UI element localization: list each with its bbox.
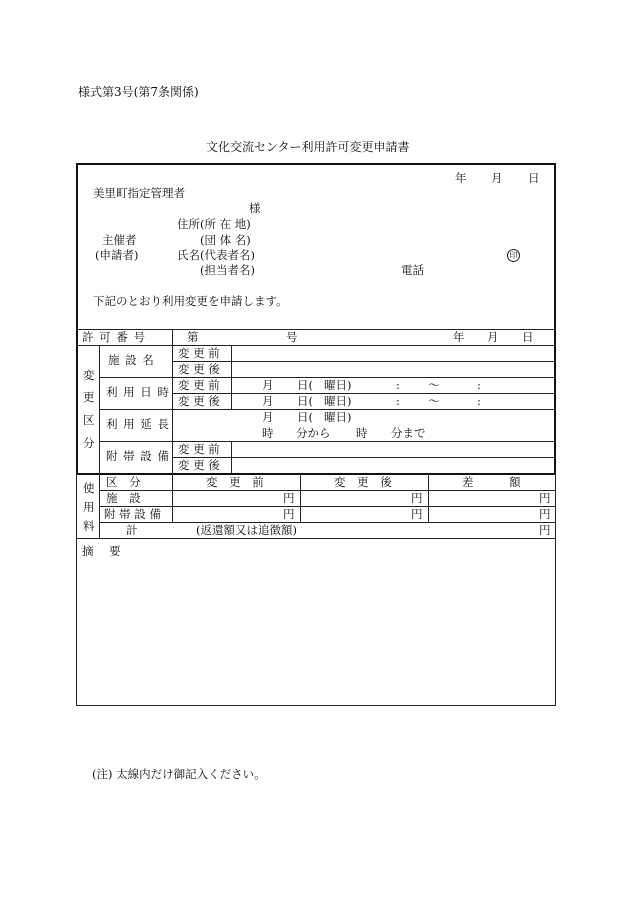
dt-before-tilde: 〜 xyxy=(428,378,440,392)
application-statement: 下記のとおり利用変更を申請します。 xyxy=(93,294,288,308)
seal-mark: 印 xyxy=(507,249,520,262)
dt-after-colon1: : xyxy=(396,394,400,408)
permit-year: 年 xyxy=(453,330,465,344)
dt-before-weekday: 曜日) xyxy=(324,378,352,392)
organizer-label: 主催者 xyxy=(102,233,137,247)
fee-facility-before-yen: 円 xyxy=(283,491,295,505)
usage-extension-label: 利 用 延 長 xyxy=(106,417,170,431)
ext-month: 月 xyxy=(262,410,274,424)
usage-datetime-label: 利 用 日 時 xyxy=(106,385,170,399)
dt-after-day: 日( xyxy=(297,394,313,408)
fee-total-note: (返還額又は追徴額) xyxy=(196,523,297,537)
ext-weekday: 曜日) xyxy=(324,410,352,424)
equipment-label: 附 帯 設 備 xyxy=(106,449,170,463)
equipment-after-label: 変 更 後 xyxy=(178,458,220,472)
fee-equipment-diff-yen: 円 xyxy=(539,507,551,521)
fee-col-after: 変 更 後 xyxy=(334,475,396,489)
form-reference: 様式第3号(第7条関係) xyxy=(78,85,199,99)
ext-minute-from: 分から xyxy=(296,426,331,440)
honorific: 様 xyxy=(249,201,261,215)
dt-before-colon2: : xyxy=(477,378,481,392)
fee-row-facility: 施 設 xyxy=(106,491,145,505)
fee-row-equipment: 附 帯 設 備 xyxy=(104,507,161,521)
permit-number-label: 許 可 番 号 xyxy=(82,330,146,344)
facility-after-label: 変 更 後 xyxy=(178,362,220,376)
permit-month: 月 xyxy=(487,330,499,344)
ext-minute-until: 分まで xyxy=(391,426,426,440)
ext-hour-until: 時 xyxy=(356,426,368,440)
ext-day: 日( xyxy=(297,410,313,424)
dt-before-colon1: : xyxy=(396,378,400,392)
dt-after-colon2: : xyxy=(477,394,481,408)
group-name-label: (団 体 名) xyxy=(200,233,251,247)
change-section-label-1: 変 xyxy=(83,368,95,382)
fee-equipment-after-yen: 円 xyxy=(411,507,423,521)
fee-label-1: 使 xyxy=(83,481,95,495)
change-section-label-4: 分 xyxy=(83,436,95,450)
applicant-label: (申請者) xyxy=(95,248,139,262)
dt-before-day: 日( xyxy=(297,378,313,392)
phone-label: 電話 xyxy=(401,263,424,277)
dt-before-month: 月 xyxy=(262,378,274,392)
address-label: 住所(所 在 地) xyxy=(177,217,251,231)
fee-total-yen: 円 xyxy=(539,523,551,537)
footnote: (注) 太線内だけ御記入ください。 xyxy=(92,767,266,781)
change-section-label-2: 更 xyxy=(83,390,95,404)
permit-day: 日 xyxy=(522,330,534,344)
permit-go: 号 xyxy=(286,330,298,344)
contact-person-label: (担当者名) xyxy=(200,263,255,277)
summary-box xyxy=(76,538,556,706)
facility-name-label: 施 設 名 xyxy=(108,353,155,367)
fee-col-diff: 差 額 xyxy=(462,475,537,489)
fee-facility-diff-yen: 円 xyxy=(539,491,551,505)
datetime-after-label: 変 更 後 xyxy=(178,394,220,408)
date-year: 年 xyxy=(455,171,467,185)
dt-after-weekday: 曜日) xyxy=(324,394,352,408)
fee-col-before: 変 更 前 xyxy=(206,475,268,489)
change-section-label-3: 区 xyxy=(83,413,95,427)
representative-label: 氏名(代表者名) xyxy=(177,248,255,262)
ext-hour-from: 時 xyxy=(262,426,274,440)
fee-row-total: 計 xyxy=(126,523,138,537)
fee-equipment-before-yen: 円 xyxy=(283,507,295,521)
fee-facility-after-yen: 円 xyxy=(411,491,423,505)
fee-label-2: 用 xyxy=(83,500,95,514)
fee-col-category: 区 分 xyxy=(106,475,145,489)
equipment-before-label: 変 更 前 xyxy=(178,442,220,456)
facility-before-label: 変 更 前 xyxy=(178,346,220,360)
addressee: 美里町指定管理者 xyxy=(93,186,185,200)
dt-after-tilde: 〜 xyxy=(428,394,440,408)
document-title: 文化交流センター利用許可変更申請書 xyxy=(206,140,410,154)
datetime-before-label: 変 更 前 xyxy=(178,378,220,392)
permit-dai: 第 xyxy=(187,330,199,344)
date-day: 日 xyxy=(528,171,540,185)
summary-label: 摘 要 xyxy=(82,544,127,558)
dt-after-month: 月 xyxy=(262,394,274,408)
date-month: 月 xyxy=(491,171,503,185)
fee-label-3: 料 xyxy=(83,519,95,533)
